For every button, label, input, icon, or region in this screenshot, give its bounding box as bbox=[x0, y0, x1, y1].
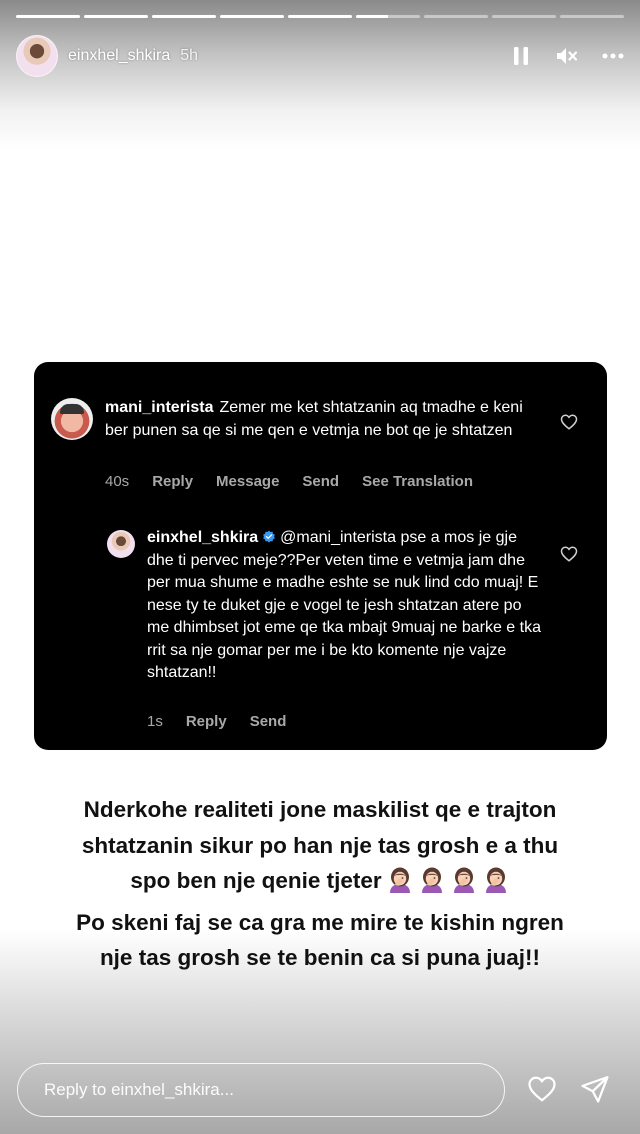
commenter-avatar bbox=[51, 398, 93, 440]
woman-facepalming-emoji bbox=[418, 866, 446, 894]
comment-time: 40s bbox=[105, 473, 130, 490]
progress-segment bbox=[288, 15, 352, 18]
progress-segment bbox=[220, 15, 284, 18]
progress-segment bbox=[16, 15, 80, 18]
woman-facepalming-emoji bbox=[450, 866, 478, 894]
comment-reply-action: Reply bbox=[152, 473, 194, 490]
reply-username: einxhel_shkira bbox=[147, 529, 259, 546]
reply-time: 1s bbox=[147, 713, 163, 730]
reply-placeholder: Reply to einxhel_shkira... bbox=[44, 1080, 234, 1099]
progress-segment bbox=[152, 15, 216, 18]
story-progress-bar bbox=[16, 15, 624, 19]
progress-segment bbox=[560, 15, 624, 18]
comment-actions bbox=[105, 473, 473, 490]
story-caption bbox=[20, 792, 620, 976]
more-dots-icon[interactable] bbox=[602, 45, 624, 67]
caption-line: Nderkohe realiteti jone maskilist qe e trajton bbox=[83, 797, 557, 822]
caption-line: nje tas grosh se te benin ca si puna juaj!! bbox=[99, 945, 541, 970]
reply-actions bbox=[147, 713, 286, 730]
story-username[interactable]: einxhel_shkira bbox=[68, 47, 171, 64]
woman-facepalming-emoji bbox=[482, 866, 510, 894]
reply-avatar bbox=[107, 530, 135, 558]
facepalm-emoji-row bbox=[382, 866, 510, 905]
comment-send-action: Send bbox=[302, 473, 340, 490]
caption-line: shtatzanin sikur po han nje tas grosh e a thu bbox=[81, 832, 559, 858]
story-header bbox=[16, 34, 624, 78]
commenter-username: mani_interista bbox=[105, 399, 214, 416]
story-time: 5h bbox=[180, 47, 199, 64]
caption-line: Po skeni faj se ca gra me mire te kishin ngren bbox=[76, 909, 564, 935]
heart-icon bbox=[560, 545, 578, 563]
progress-segment bbox=[424, 15, 488, 18]
progress-segment bbox=[84, 15, 148, 18]
reply-body bbox=[147, 527, 547, 685]
comment-message-action: Message bbox=[216, 473, 280, 490]
comment-text: Zemer me ket shtatzanin aq tmadhe e keni ber punen sa qe si me qen e vetmja ne bot qe je shtatzen bbox=[105, 399, 523, 439]
reply-reply-action: Reply bbox=[185, 713, 227, 730]
send-icon[interactable] bbox=[578, 1072, 612, 1106]
avatar[interactable] bbox=[16, 35, 58, 77]
reply-input[interactable] bbox=[17, 1063, 505, 1117]
reply-text: @mani_interista pse a mos je gje dhe ti pervec meje??Per veten time e vetmja jam dhe per mua shume e madhe eshte se nuk lind cdo muaj! E nese ty te duket gje e vogel te jesh shtatzan atere po me dhimbset jot eme qe tka mbajt 9muaj ne barke e tka rrit sa nje gomar per me i be kto komente nje vajze shtatzan!! bbox=[147, 529, 541, 681]
progress-segment bbox=[492, 15, 556, 18]
reply-send-action: Send bbox=[249, 713, 287, 730]
heart-icon bbox=[560, 413, 578, 431]
speaker-muted-icon[interactable] bbox=[556, 45, 578, 67]
comment-body bbox=[105, 397, 535, 442]
progress-segment bbox=[356, 15, 420, 18]
comment-translate-action: See Translation bbox=[362, 473, 473, 490]
caption-line: spo ben nje qenie tjeter bbox=[20, 863, 620, 905]
verified-badge-icon bbox=[262, 530, 276, 544]
heart-icon[interactable] bbox=[525, 1072, 559, 1106]
pause-icon[interactable] bbox=[510, 45, 532, 67]
comment-screenshot-card bbox=[34, 362, 607, 750]
woman-facepalming-emoji bbox=[386, 866, 414, 894]
